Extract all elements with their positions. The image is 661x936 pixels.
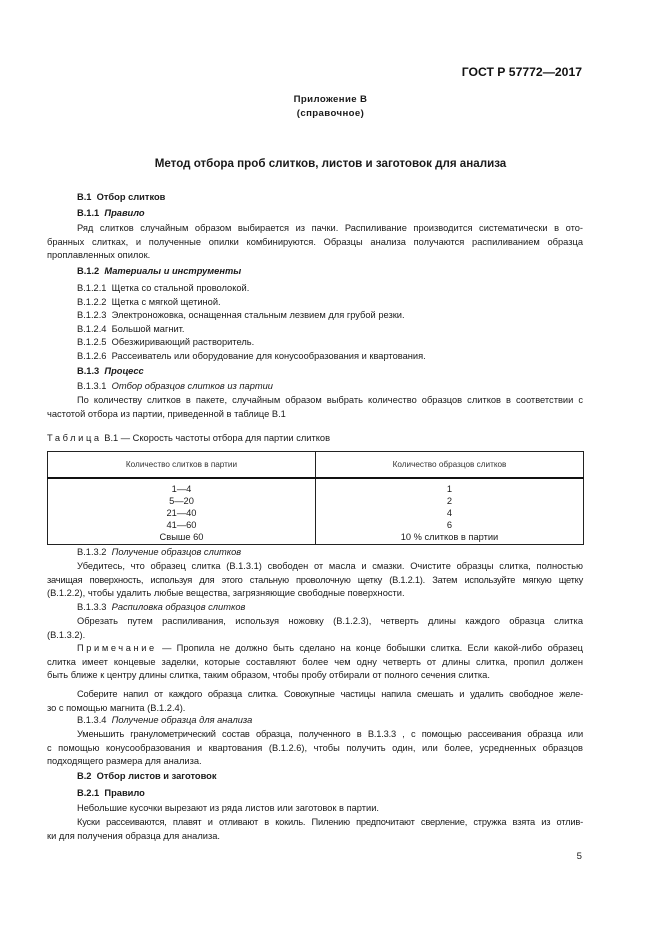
page-number: 5 — [576, 851, 582, 862]
note-label: Примечание — [77, 643, 157, 653]
text-line: бранных слитках, и полученные опилки комбинируются. Образцы анализа получаются распиливанием образца — [47, 236, 583, 247]
paragraph-b131 — [47, 394, 583, 421]
annex-title: Приложение В — [293, 94, 368, 105]
item-number: В.1.2.1 — [77, 283, 107, 293]
table-cell: 2 — [446, 495, 453, 506]
text-line: Убедитесь, что образец слитка (В.1.3.1) свободен от масла и смазки. Очистите образцы слитка, полностью — [77, 561, 583, 571]
text-line: (В.1.3.2). — [47, 629, 86, 640]
item-number: В.1.2.2 — [77, 296, 107, 307]
section-b132-heading — [77, 546, 241, 559]
table-cell: 6 — [446, 519, 453, 530]
caption-prefix: Таблица — [47, 433, 102, 443]
section-title: Правило — [104, 788, 145, 798]
paragraph-b134 — [47, 728, 583, 769]
text-line: зачищая поверхность, используя для этого стальную проволочную щетку (В.1.2.1). Затем используйте мягкую щетку — [47, 574, 583, 585]
paragraph-b21-first: Небольшие кусочки вырезают из ряда листов или заготовок в партии. — [77, 803, 379, 813]
item-text: Щетка со стальной проволокой. — [111, 283, 250, 293]
item-text: Обезжиривающий растворитель. — [111, 337, 255, 347]
paragraph-b11 — [47, 222, 583, 263]
text-line: быть ближе к центру длины слитка, таким образом, чтобы пробу отбирали от полного сечения слитка. — [47, 670, 490, 681]
table-cell: 10 % слитков в партии — [400, 531, 499, 542]
table-cell: 5—20 — [169, 495, 194, 506]
section-title: Материалы и инструменты — [104, 266, 242, 276]
paragraph-collect — [47, 688, 583, 715]
paragraph-b133 — [47, 615, 583, 642]
text-line: Соберите напил от каждого образца слитка. Совокупные частицы напила смешать и удалить свободное желе- — [77, 689, 583, 699]
text-line: Обрезать путем распиливания, используя ножовку (В.1.2.3), четверть длины каждого образца слитка — [77, 616, 583, 626]
note-text: — Пропила не должно быть сделано на конце бобышки слитка. Если какой-либо образец — [162, 643, 583, 653]
column-header: Количество образцов слитков — [316, 452, 584, 479]
section-b133-heading — [77, 601, 245, 614]
section-number: В.2 — [77, 771, 92, 781]
table-cell: Свыше 60 — [159, 531, 204, 542]
text-line: ки для получения образца для анализа. — [47, 830, 220, 841]
text-line: Куски рассеиваются, плавят и отливают в кокиль. Пилению предпочитают сверление, стружка взята из отлив- — [77, 817, 583, 827]
section-b1-heading — [77, 191, 165, 204]
section-b13-heading — [77, 365, 144, 378]
table-cell: 41—60 — [166, 519, 197, 530]
column-header: Количество слитков в партии — [48, 452, 316, 479]
list-item — [77, 282, 249, 295]
document-id: ГОСТ Р 57772—2017 — [461, 65, 582, 79]
section-b12-heading — [77, 265, 241, 278]
section-title: Получение образца для анализа — [111, 715, 253, 725]
table-row — [48, 478, 584, 544]
section-b2-heading — [77, 770, 217, 783]
item-number: В.1.2.6 — [77, 350, 107, 361]
section-number: В.1.3 — [77, 366, 100, 376]
annex-subtitle: (справочное) — [296, 108, 365, 119]
text-line: частотой отбора из партии, приведенной в таблице В.1 — [47, 408, 286, 419]
text-line: (В.1.2.2), чтобы удалить любые вещества, загрязняющие свободные поверхности. — [47, 588, 405, 599]
item-number: В.1.2.4 — [77, 323, 107, 334]
section-b134-heading — [77, 714, 252, 727]
sample-count-cell — [316, 478, 584, 544]
section-number: В.1.3.2 — [77, 547, 107, 557]
section-title: Получение образцов слитков — [111, 547, 242, 557]
text-line: слитка имеет концевые заделки, которые составляют более чем одну четверть от длины слитка, пропил должен — [47, 656, 583, 667]
section-number: В.1 — [77, 192, 92, 202]
text-line: подходящего размера для анализа. — [47, 756, 202, 767]
main-title: Метод отбора проб слитков, листов и заготовок для анализа — [154, 157, 507, 170]
list-item — [77, 309, 405, 322]
section-number: В.1.3.4 — [77, 715, 107, 725]
text-line: По количеству слитков в пакете, случайным образом выбрать количество образцов слитков в соответствии с — [77, 395, 583, 405]
table-caption — [47, 432, 330, 445]
list-item — [77, 350, 426, 363]
text-line: зо с помощью магнита (В.1.2.4). — [47, 702, 186, 713]
item-text: Рассеиватель или оборудование для конусообразования и квартования. — [111, 350, 426, 361]
section-number: В.1.2 — [77, 266, 100, 276]
section-number: В.2.1 — [77, 788, 100, 798]
paragraph-b132 — [47, 560, 583, 601]
section-title: Процесс — [104, 366, 144, 376]
table-cell: 1 — [446, 484, 453, 494]
sampling-rate-table — [47, 451, 584, 545]
section-b11-heading — [77, 207, 145, 220]
section-title: Отбор образцов слитков из партии — [111, 381, 273, 391]
caption-text: В.1 — Скорость частоты отбора для партии слитков — [104, 433, 331, 443]
text-line: проплавленных опилок. — [47, 250, 151, 261]
item-text: Большой магнит. — [111, 323, 185, 334]
text-line: Уменьшить гранулометрический состав образца, полученного в В.1.3.3 , с помощью рассеивания образца или — [77, 729, 583, 739]
item-number: В.1.2.3 — [77, 310, 107, 320]
section-b131-heading — [77, 380, 273, 393]
text-line — [47, 642, 583, 656]
section-title: Отбор листов и заготовок — [96, 771, 217, 781]
table-cell: 21—40 — [166, 507, 197, 518]
item-text: Электроножовка, оснащенная стальным лезвием для грубой резки. — [111, 310, 405, 320]
section-number: В.1.3.3 — [77, 602, 107, 612]
note — [47, 642, 583, 683]
text-line: Ряд слитков случайным образом выбирается из пачки. Распиливание производится систематически в ото- — [77, 223, 583, 233]
list-item — [77, 296, 221, 309]
list-item — [77, 336, 254, 349]
table-cell: 4 — [446, 507, 453, 518]
item-text: Щетка с мягкой щетиной. — [111, 296, 221, 307]
section-title: Отбор слитков — [96, 192, 166, 202]
section-title: Правило — [104, 208, 145, 218]
table-cell: 1—4 — [171, 484, 192, 494]
table-header-row — [48, 452, 584, 479]
text-line: с помощью конусообразования и квартования (В.1.2.6), чтобы получить один, или более, усредненных образцов — [47, 742, 583, 753]
list-item — [77, 323, 184, 336]
ingot-count-cell — [48, 478, 316, 544]
section-b21-heading — [77, 787, 145, 800]
item-number: В.1.2.5 — [77, 337, 107, 347]
section-number: В.1.1 — [77, 208, 100, 218]
section-number: В.1.3.1 — [77, 381, 107, 391]
paragraph-b21-second — [47, 816, 583, 843]
section-title: Распиловка образцов слитков — [111, 602, 246, 612]
